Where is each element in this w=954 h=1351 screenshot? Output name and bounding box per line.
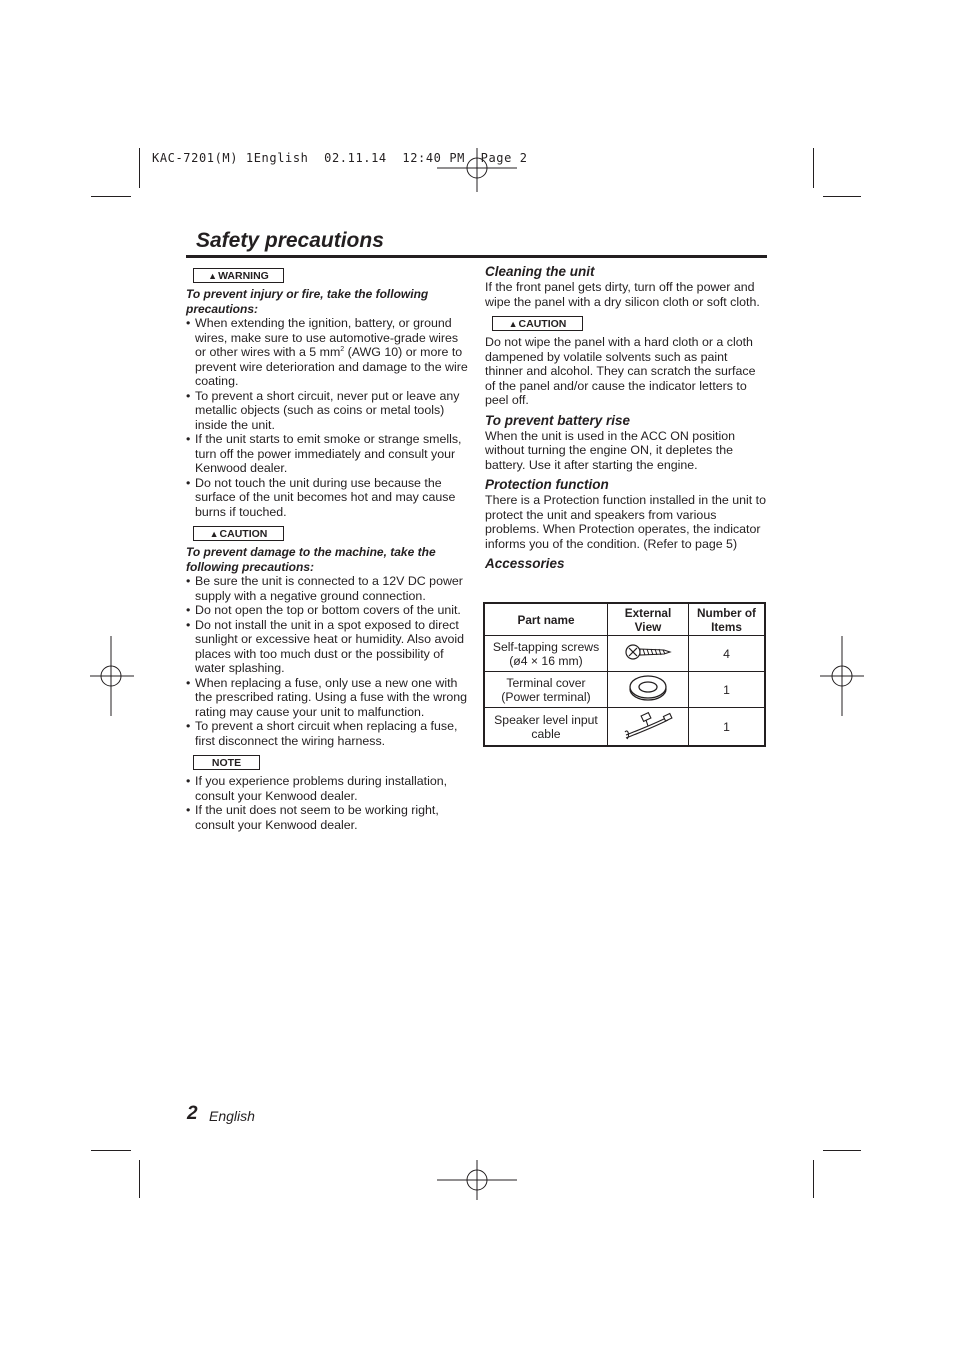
list-item: • When extending the ignition, battery, or ground wires, make sure to use automotive-grade wires or other wires with a 5 $mm^2$ (AWG 10) or more to prevent wire deterioration and damage to the wire coating.: [186, 316, 468, 389]
list-item: • Do not install the unit in a spot exposed to direct sunlight or excessive heat or humidity. Also avoid places with too much dust or the possibility of water splashing.: [186, 618, 468, 676]
external-view-cell: [608, 672, 689, 708]
note-list: [186, 774, 468, 832]
column-header: Part name: [484, 603, 608, 636]
item-count-cell: 1: [689, 672, 766, 708]
page-language: English: [209, 1108, 255, 1124]
crop-mark: [823, 196, 861, 197]
list-item: • If the unit starts to emit smoke or strange smells, turn off the power immediately and consult your Kenwood dealer.: [186, 432, 468, 476]
left-column: [186, 268, 468, 832]
page-number: 2: [187, 1103, 198, 1124]
crop-mark: [91, 1150, 131, 1151]
screw-icon: [624, 639, 672, 665]
item-count-cell: 1: [689, 708, 766, 747]
caution-list: [186, 574, 468, 748]
column-header: External View: [608, 603, 689, 636]
list-item: • Be sure the unit is connected to a 12V DC power supply with a negative ground connection.: [186, 574, 468, 603]
cleaning-caution-text: Do not wipe the panel with a hard cloth or a cloth dampened by volatile solvents such as paint thinner and alcohol. They can scratch the surface of the panel and/or cause the indicator letters to peel off.: [485, 335, 756, 407]
page-title: Safety precautions: [196, 229, 384, 252]
column-header: Number of Items: [689, 603, 766, 636]
warning-badge: ▲WARNING: [193, 268, 284, 283]
list-item: • If you experience problems during installation, consult your Kenwood dealer.: [186, 774, 468, 803]
table-header-row: [484, 603, 765, 636]
list-item: • If the unit does not seem to be working right, consult your Kenwood dealer.: [186, 803, 468, 832]
table-row: [484, 636, 765, 672]
external-view-cell: [608, 708, 689, 747]
registration-mark-icon: [437, 1160, 517, 1200]
list-item: • Do not touch the unit during use because the surface of the unit becomes hot and may cause burns if touched.: [186, 476, 468, 520]
warning-triangle-icon: ▲: [508, 319, 518, 329]
terminal-cover-icon: [626, 673, 670, 703]
registration-mark-icon: [90, 636, 134, 716]
list-item: • When replacing a fuse, only use a new one with the prescribed rating. Using a fuse with the wrong rating may cause your unit to malfunction.: [186, 676, 468, 720]
crop-mark: [139, 1160, 140, 1198]
list-item: • To prevent a short circuit when replacing a fuse, first disconnect the wiring harness.: [186, 719, 468, 748]
table-row: [484, 708, 765, 747]
crop-mark: [813, 1160, 814, 1198]
item-count-cell: 4: [689, 636, 766, 672]
list-item: • Do not open the top or bottom covers of the unit.: [186, 603, 468, 618]
caution-lead: To prevent damage to the machine, take the following precautions:: [186, 545, 436, 574]
table-row: [484, 672, 765, 708]
part-name-cell: Terminal cover (Power terminal): [484, 672, 608, 708]
caution-badge: ▲CAUTION: [492, 316, 583, 331]
section-heading-protection: Protection function: [485, 477, 609, 492]
warning-triangle-icon: ▲: [209, 529, 219, 539]
section-heading-accessories: Accessories: [485, 556, 565, 571]
warning-list: [186, 316, 468, 519]
cleaning-text: If the front panel gets dirty, turn off the power and wipe the panel with a dry silicon cloth or soft cloth.: [485, 280, 760, 309]
crop-mark: [139, 148, 140, 188]
crop-mark: [91, 196, 131, 197]
print-job-header: KAC-7201(M) 1English 02.11.14 12:40 PM Page 2: [152, 151, 528, 165]
part-name-cell: Self-tapping screws (ø4 × 16 mm): [484, 636, 608, 672]
crop-mark: [823, 1150, 861, 1151]
section-heading-cleaning: Cleaning the unit: [485, 264, 595, 279]
section-heading-battery: To prevent battery rise: [485, 412, 631, 428]
right-column: [485, 264, 767, 572]
warning-lead: To prevent injury or fire, take the following precautions:: [186, 287, 429, 316]
accessories-table: [483, 602, 766, 747]
registration-mark-icon: [820, 636, 864, 716]
part-name-cell: Speaker level input cable: [484, 708, 608, 747]
caution-badge: ▲CAUTION: [193, 526, 284, 541]
cable-icon: [622, 708, 674, 742]
warning-triangle-icon: ▲: [208, 271, 218, 281]
list-item: • To prevent a short circuit, never put or leave any metallic objects (such as coins or metal tools) inside the unit.: [186, 389, 468, 433]
external-view-cell: [608, 636, 689, 672]
title-rule: [186, 255, 767, 258]
note-badge: NOTE: [193, 755, 260, 770]
battery-text: When the unit is used in the ACC ON position without turning the engine ON, it depletes the battery. Use it after starting the engine.: [485, 428, 736, 472]
crop-mark: [813, 148, 814, 188]
protection-text: There is a Protection function installed in the unit to protect the unit and speakers from various problems. When Protection operates, the indicator informs you of the condition. (Refer to page 5): [485, 493, 767, 551]
